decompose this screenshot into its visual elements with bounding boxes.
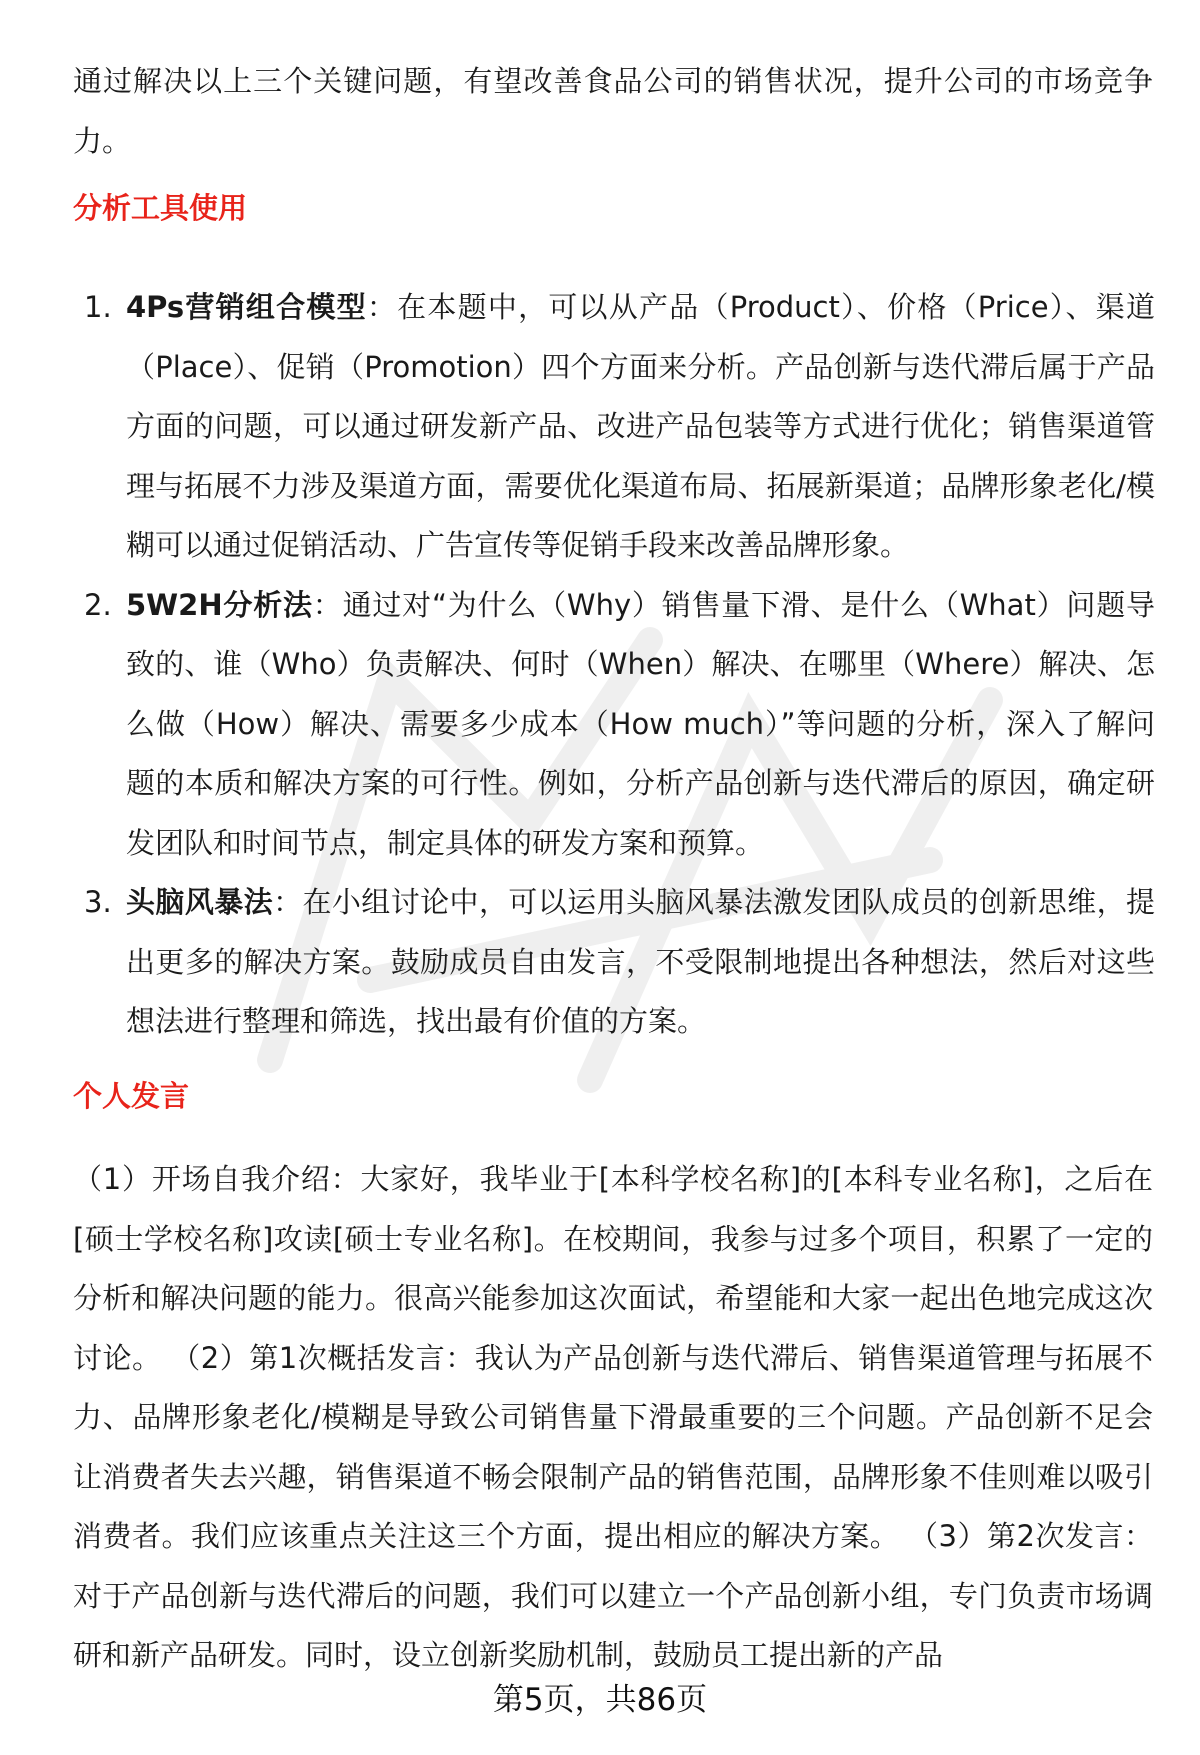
list-item-text: ：在本题中，可以从产品（Product）、价格（Price）、渠道（Place）、促销（Promotion）四个方面来分析。产品创新与迭代滞后属于产品方面的问题，可以通过研发新产品、改进产品包装等方式进行优化；销售渠道管理与拓展不力涉及渠道方面，需要优化渠道布局、拓展新渠道；品牌形象老化/模糊可以通过促销活动、广告宣传等促销手段来改善品牌形象。	[126, 290, 1156, 562]
list-item	[73, 873, 1155, 1052]
list-item-number: 1.	[84, 290, 112, 324]
list-item-number: 2.	[84, 587, 112, 622]
speech-paragraph: （1）开场自我介绍：大家好，我毕业于[本科学校名称]的[本科专业名称]，之后在[硕士学校名称]攻读[硕士专业名称]。在校期间，我参与过多个项目，积累了一定的分析和解决问题的能力。很高兴能参加这次面试，希望能和大家一起出色地完成这次讨论。 （2）第1次概括发言：我认为产品创新与迭代滞后、销售渠道管理与拓展不力、品牌形象老化/模糊是导致公司销售量下滑最重要的三个问题。产品创新不足会让消费者失去兴趣，销售渠道不畅会限制产品的销售范围，品牌形象不佳则难以吸引消费者。我们应该重点关注这三个方面，提出相应的解决方案。 （3）第2次发言：对于产品创新与迭代滞后的问题，我们可以建立一个产品创新小组，专门负责市场调研和新产品研发。同时，设立创新奖励机制，鼓励员工提出新的产品	[73, 1162, 1153, 1672]
list-item	[73, 278, 1155, 576]
list-item-term: 4Ps营销组合模型	[126, 290, 367, 324]
list-item-text: ：通过对“为什么（Why）销售量下滑、是什么（What）问题导致的、谁（Who）负责解决、何时（When）解决、在哪里（Where）解决、怎么做（How）解决、需要多少成本（How much）”等问题的分析，深入了解问题的本质和解决方案的可行性。例如，分析产品创新与迭代滞后的原因，确定研发团队和时间节点，制定具体的研发方案和预算。	[126, 587, 1155, 860]
section-heading-tools: 分析工具使用	[73, 191, 248, 225]
section-heading-speech: 个人发言	[73, 1079, 190, 1113]
list-item	[73, 576, 1155, 874]
tools-list	[73, 278, 1155, 1052]
page-number-footer: 第5页，共86页	[492, 1682, 708, 1718]
list-item-term: 头脑风暴法	[126, 885, 274, 919]
intro-paragraph: 通过解决以上三个关键问题，有望改善食品公司的销售状况，提升公司的市场竞争力。	[73, 64, 1153, 158]
list-item-number: 3.	[84, 885, 112, 919]
list-item-term: 5W2H分析法	[126, 587, 313, 622]
list-item-text: ：在小组讨论中，可以运用头脑风暴法激发团队成员的创新思维，提出更多的解决方案。鼓励成员自由发言，不受限制地提出各种想法，然后对这些想法进行整理和筛选，找出最有价值的方案。	[126, 885, 1155, 1038]
